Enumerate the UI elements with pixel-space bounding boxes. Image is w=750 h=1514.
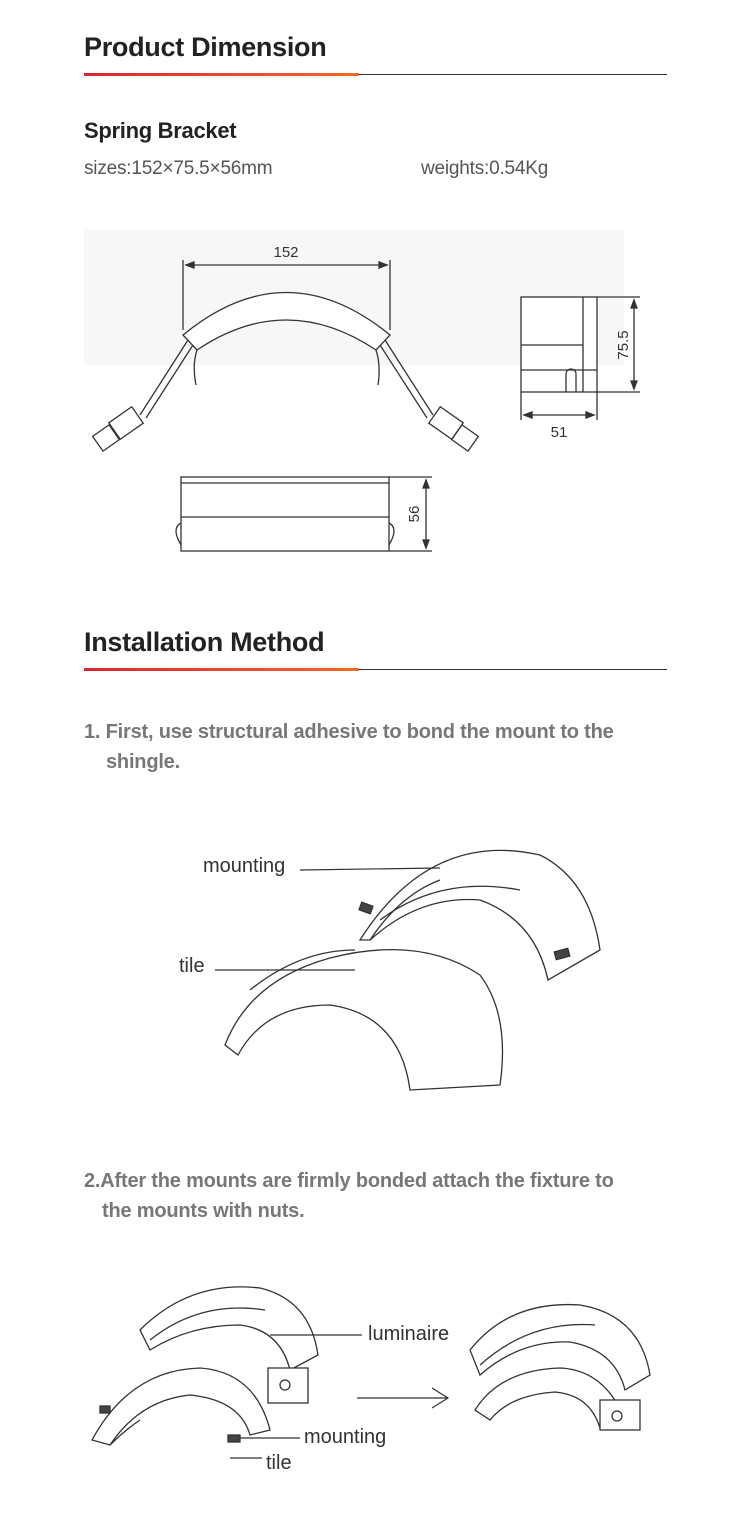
label-mounting: mounting: [203, 855, 286, 877]
install-step-1: [84, 717, 614, 777]
product-sizes: sizes:152×75.5×56mm: [84, 158, 273, 179]
product-dimension-header: [84, 32, 667, 63]
install-step-2-line1: 2.After the mounts are firmly bonded attach the fixture to: [84, 1170, 614, 1192]
label-tile: tile: [266, 1452, 292, 1474]
install-step-1-line2: shingle.: [106, 751, 180, 773]
install-step-1-illustration: [0, 840, 750, 1110]
product-name: Spring Bracket: [84, 118, 237, 143]
install-step-2: [84, 1166, 614, 1226]
product-weights: weights:0.54Kg: [421, 158, 549, 179]
dimension-depth-label: 51: [550, 424, 568, 441]
section-title-installation-method: Installation Method: [84, 627, 325, 657]
dimension-drawing: [0, 225, 750, 565]
label-mounting: mounting: [304, 1426, 387, 1448]
dimension-height-label: 75.5: [615, 330, 632, 360]
label-tile: tile: [179, 955, 205, 977]
install-step-2-line2: the mounts with nuts.: [102, 1200, 305, 1222]
install-step-2-illustration: [0, 1280, 750, 1480]
section-accent-bar: [84, 73, 359, 76]
section-accent-bar: [84, 668, 359, 671]
installation-method-header: [84, 627, 667, 658]
dimension-thickness-label: 56: [406, 505, 423, 523]
label-luminaire: luminaire: [368, 1323, 450, 1345]
install-step-1-line1: 1. First, use structural adhesive to bond the mount to the: [84, 721, 614, 743]
dimension-width-label: 152: [273, 244, 299, 261]
section-title-product-dimension: Product Dimension: [84, 32, 327, 62]
